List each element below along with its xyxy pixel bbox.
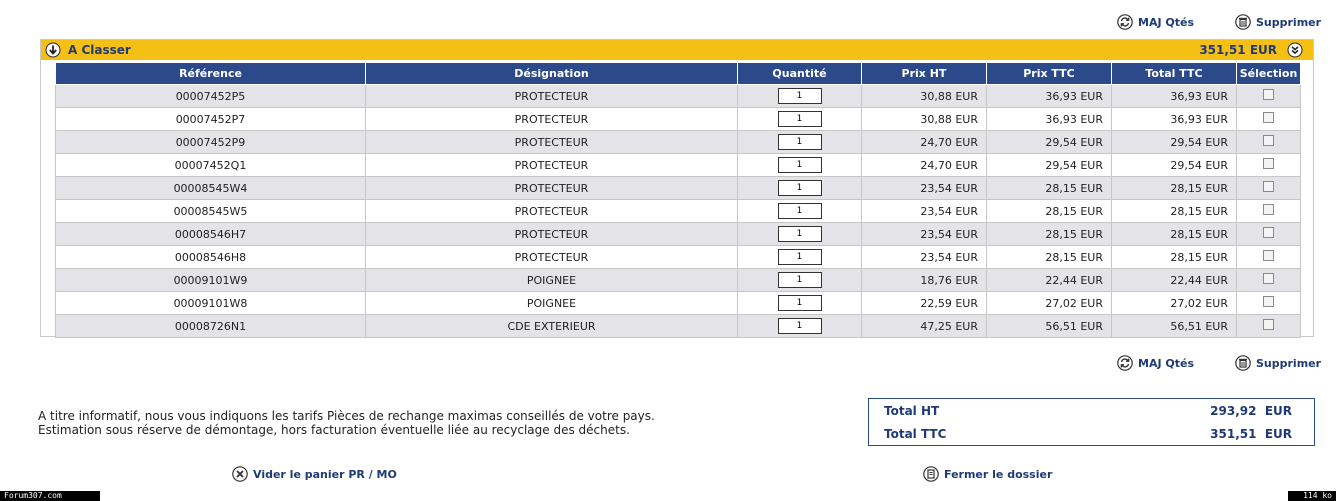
refresh-icon	[1117, 355, 1133, 371]
quantity-input[interactable]	[778, 134, 822, 150]
cell-designation: PROTECTEUR	[366, 131, 738, 154]
footer-site-label: Forum307.com	[0, 491, 100, 501]
cell-prix-ht: 30,88 EUR	[862, 108, 987, 131]
cell-reference: 00007452P5	[56, 85, 366, 108]
col-header-designation: Désignation	[366, 63, 738, 85]
cell-prix-ttc: 28,15 EUR	[987, 223, 1112, 246]
cell-total-ttc: 36,93 EUR	[1112, 108, 1237, 131]
collapse-icon[interactable]	[1287, 42, 1303, 58]
cell-quantite	[738, 177, 862, 200]
cell-designation: PROTECTEUR	[366, 85, 738, 108]
totals-box	[868, 398, 1315, 446]
total-ht-label: Total HT	[884, 404, 940, 418]
cell-prix-ht: 24,70 EUR	[862, 131, 987, 154]
quantity-input[interactable]	[778, 203, 822, 219]
cell-prix-ttc: 28,15 EUR	[987, 246, 1112, 269]
cell-prix-ht: 47,25 EUR	[862, 315, 987, 338]
group-total: 351,51 EUR	[1199, 43, 1277, 57]
cell-prix-ttc: 29,54 EUR	[987, 154, 1112, 177]
cell-selection	[1237, 154, 1301, 177]
cell-reference: 00007452P9	[56, 131, 366, 154]
group-header-bar[interactable]	[41, 40, 1313, 60]
quantity-input[interactable]	[778, 318, 822, 334]
cell-total-ttc: 28,15 EUR	[1112, 223, 1237, 246]
cell-selection	[1237, 292, 1301, 315]
cell-reference: 00008545W5	[56, 200, 366, 223]
cell-quantite	[738, 246, 862, 269]
total-ht-value: 293,92 EUR	[1210, 404, 1292, 418]
table-row	[56, 108, 1301, 131]
cell-reference: 00009101W9	[56, 269, 366, 292]
cell-quantite	[738, 269, 862, 292]
cell-selection	[1237, 269, 1301, 292]
cell-prix-ht: 23,54 EUR	[862, 246, 987, 269]
cell-prix-ht: 30,88 EUR	[862, 85, 987, 108]
cell-designation: PROTECTEUR	[366, 200, 738, 223]
quantity-input[interactable]	[778, 88, 822, 104]
cell-reference: 00008546H7	[56, 223, 366, 246]
cell-selection	[1237, 108, 1301, 131]
cell-reference: 00007452Q1	[56, 154, 366, 177]
supprimer-label: Supprimer	[1256, 356, 1322, 370]
cell-designation: POIGNEE	[366, 269, 738, 292]
quantity-input[interactable]	[778, 249, 822, 265]
cell-prix-ht: 23,54 EUR	[862, 177, 987, 200]
quantity-input[interactable]	[778, 226, 822, 242]
table-row	[56, 154, 1301, 177]
table-row	[56, 177, 1301, 200]
col-header-prix-ht: Prix HT	[862, 63, 987, 85]
table-row	[56, 246, 1301, 269]
cell-prix-ttc: 27,02 EUR	[987, 292, 1112, 315]
cell-selection	[1237, 200, 1301, 223]
maj-qtes-bottom-button[interactable]	[1117, 355, 1194, 371]
table-row	[56, 269, 1301, 292]
cell-selection	[1237, 315, 1301, 338]
footer-size-label: 114 ko	[1288, 491, 1336, 501]
cell-quantite	[738, 223, 862, 246]
total-ttc-label: Total TTC	[884, 427, 947, 441]
select-checkbox[interactable]	[1263, 181, 1274, 192]
table-row	[56, 223, 1301, 246]
supprimer-top-button[interactable]	[1235, 14, 1321, 30]
col-header-reference: Référence	[56, 63, 366, 85]
cell-total-ttc: 28,15 EUR	[1112, 246, 1237, 269]
fermer-dossier-button[interactable]	[923, 466, 1052, 482]
cell-prix-ttc: 36,93 EUR	[987, 108, 1112, 131]
quantity-input[interactable]	[778, 272, 822, 288]
cell-total-ttc: 29,54 EUR	[1112, 131, 1237, 154]
select-checkbox[interactable]	[1263, 89, 1274, 100]
cart-panel	[40, 39, 1314, 337]
cell-quantite	[738, 108, 862, 131]
trash-icon	[1235, 355, 1251, 371]
select-checkbox[interactable]	[1263, 250, 1274, 261]
quantity-input[interactable]	[778, 295, 822, 311]
cell-quantite	[738, 154, 862, 177]
cell-total-ttc: 56,51 EUR	[1112, 315, 1237, 338]
cell-selection	[1237, 85, 1301, 108]
cell-prix-ht: 22,59 EUR	[862, 292, 987, 315]
cell-selection	[1237, 223, 1301, 246]
info-text	[38, 409, 655, 437]
cell-quantite	[738, 292, 862, 315]
cell-quantite	[738, 315, 862, 338]
cell-total-ttc: 28,15 EUR	[1112, 200, 1237, 223]
cell-designation: PROTECTEUR	[366, 108, 738, 131]
close-circle-icon	[232, 466, 248, 482]
maj-qtes-top-button[interactable]	[1117, 14, 1194, 30]
cell-prix-ht: 23,54 EUR	[862, 223, 987, 246]
info-line-2: Estimation sous réserve de démontage, hors facturation éventuelle liée au recyclage des déchets.	[38, 423, 630, 437]
cell-prix-ttc: 28,15 EUR	[987, 177, 1112, 200]
maj-qtes-label: MAJ Qtés	[1138, 356, 1194, 370]
cell-reference: 00008545W4	[56, 177, 366, 200]
cell-reference: 00008726N1	[56, 315, 366, 338]
cell-reference: 00009101W8	[56, 292, 366, 315]
cell-quantite	[738, 131, 862, 154]
select-checkbox[interactable]	[1263, 135, 1274, 146]
cell-quantite	[738, 85, 862, 108]
cell-prix-ht: 23,54 EUR	[862, 200, 987, 223]
cell-prix-ttc: 28,15 EUR	[987, 200, 1112, 223]
table-row	[56, 85, 1301, 108]
col-header-total-ttc: Total TTC	[1112, 63, 1237, 85]
select-checkbox[interactable]	[1263, 296, 1274, 307]
cell-total-ttc: 27,02 EUR	[1112, 292, 1237, 315]
folder-close-icon	[923, 466, 939, 482]
cell-selection	[1237, 246, 1301, 269]
fermer-dossier-label: Fermer le dossier	[944, 467, 1053, 481]
quantity-input[interactable]	[778, 111, 822, 127]
cell-prix-ht: 18,76 EUR	[862, 269, 987, 292]
cell-prix-ttc: 29,54 EUR	[987, 131, 1112, 154]
cell-selection	[1237, 177, 1301, 200]
table-row	[56, 200, 1301, 223]
select-checkbox[interactable]	[1263, 204, 1274, 215]
cell-total-ttc: 36,93 EUR	[1112, 85, 1237, 108]
cell-total-ttc: 22,44 EUR	[1112, 269, 1237, 292]
cell-quantite	[738, 200, 862, 223]
select-checkbox[interactable]	[1263, 227, 1274, 238]
cell-prix-ht: 24,70 EUR	[862, 154, 987, 177]
supprimer-label: Supprimer	[1256, 15, 1322, 29]
info-line-1: A titre informatif, nous vous indiquons les tarifs Pièces de rechange maximas conseillés de votre pays.	[38, 409, 655, 423]
col-header-selection: Sélection	[1237, 63, 1301, 85]
table-header-row	[56, 63, 1301, 85]
refresh-icon	[1117, 14, 1133, 30]
supprimer-bottom-button[interactable]	[1235, 355, 1321, 371]
quantity-input[interactable]	[778, 157, 822, 173]
cell-total-ttc: 28,15 EUR	[1112, 177, 1237, 200]
quantity-input[interactable]	[778, 180, 822, 196]
table-row	[56, 292, 1301, 315]
cell-prix-ttc: 56,51 EUR	[987, 315, 1112, 338]
select-checkbox[interactable]	[1263, 158, 1274, 169]
arrow-down-circle-icon[interactable]	[45, 42, 61, 58]
cell-designation: PROTECTEUR	[366, 246, 738, 269]
col-header-prix-ttc: Prix TTC	[987, 63, 1112, 85]
select-checkbox[interactable]	[1263, 273, 1274, 284]
parts-table	[55, 62, 1301, 338]
select-checkbox[interactable]	[1263, 112, 1274, 123]
group-title: A Classer	[68, 43, 131, 57]
cell-designation: PROTECTEUR	[366, 223, 738, 246]
cell-reference: 00007452P7	[56, 108, 366, 131]
cell-prix-ttc: 36,93 EUR	[987, 85, 1112, 108]
cell-reference: 00008546H8	[56, 246, 366, 269]
total-ttc-value: 351,51 EUR	[1210, 427, 1292, 441]
cell-designation: PROTECTEUR	[366, 154, 738, 177]
vider-panier-button[interactable]	[232, 466, 397, 482]
select-checkbox[interactable]	[1263, 319, 1274, 330]
col-header-quantite: Quantité	[738, 63, 862, 85]
cell-designation: CDE EXTERIEUR	[366, 315, 738, 338]
table-row	[56, 131, 1301, 154]
table-row	[56, 315, 1301, 338]
cell-selection	[1237, 131, 1301, 154]
vider-panier-label: Vider le panier PR / MO	[253, 467, 397, 481]
cell-prix-ttc: 22,44 EUR	[987, 269, 1112, 292]
cell-total-ttc: 29,54 EUR	[1112, 154, 1237, 177]
trash-icon	[1235, 14, 1251, 30]
maj-qtes-label: MAJ Qtés	[1138, 15, 1194, 29]
cell-designation: PROTECTEUR	[366, 177, 738, 200]
cell-designation: POIGNEE	[366, 292, 738, 315]
